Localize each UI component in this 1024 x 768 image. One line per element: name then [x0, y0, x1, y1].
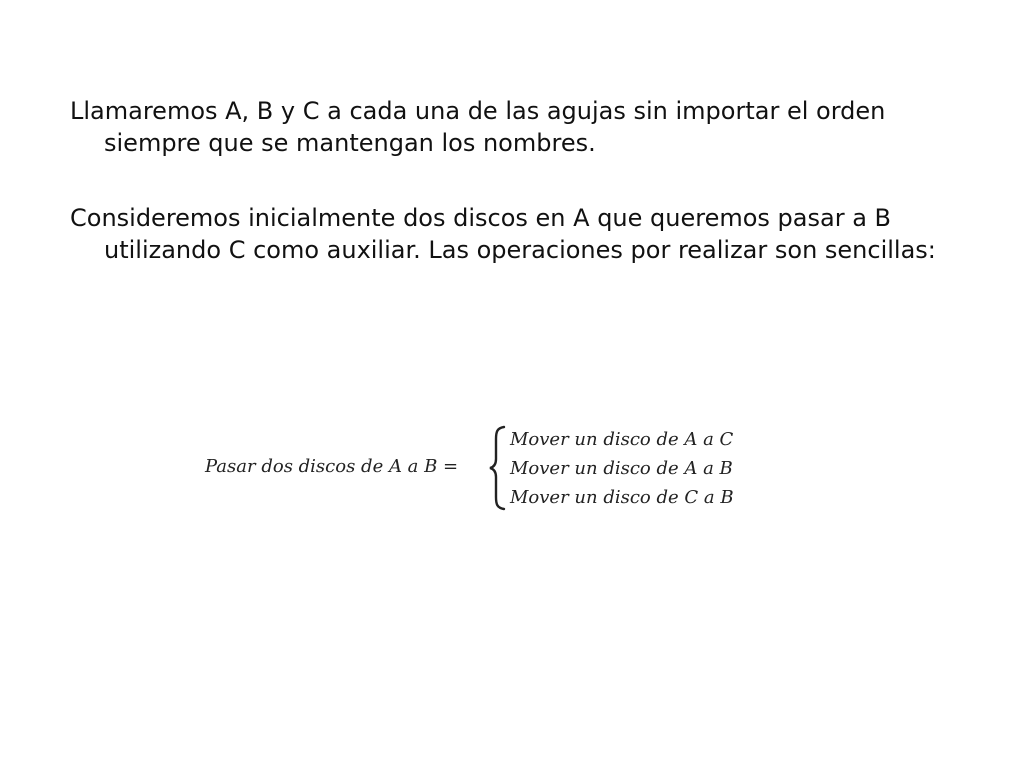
- formula-lhs: Pasar dos discos de A a B =: [205, 456, 459, 477]
- left-brace-icon: [487, 425, 509, 511]
- formula-case-2: Mover un disco de A a B: [510, 458, 733, 479]
- formula-case-1: Mover un disco de A a C: [510, 429, 734, 450]
- formula-case-3: Mover un disco de C a B: [510, 487, 734, 508]
- paragraph-two-discs: Consideremos inicialmente dos discos en A que queremos pasar a B utilizando C como auxiliar. Las operaciones por realizar son sencillas:: [70, 204, 936, 264]
- formula-cases: [510, 427, 734, 514]
- formula-two-discs: [205, 425, 765, 515]
- paragraph-needles-naming: Llamaremos A, B y C a cada una de las agujas sin importar el orden siempre que se mantengan los nombres.: [70, 97, 886, 157]
